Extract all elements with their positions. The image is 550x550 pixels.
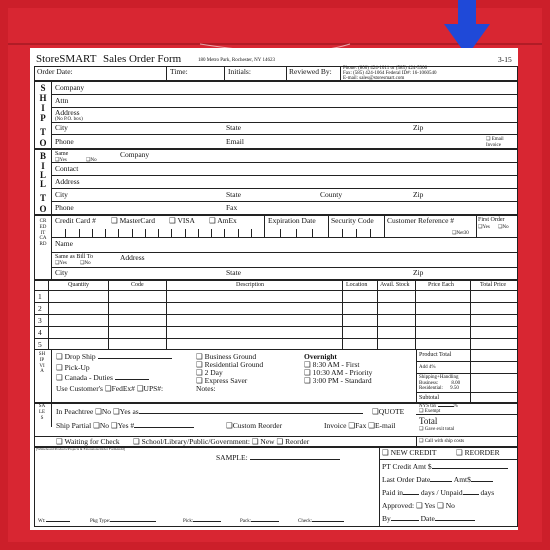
no-po-box-note: (No P.O. box) (55, 117, 83, 122)
customer-reference-field[interactable]: Customer Reference # (387, 216, 455, 225)
bill-side-i: I (41, 161, 45, 171)
sample-label: SAMPLE: (216, 453, 248, 462)
contact-email: E-mail: sales@storesmart.com (343, 76, 405, 81)
expiration-date-field[interactable]: Expiration Date (268, 216, 316, 225)
residential-rate-value: 9.50 (450, 386, 459, 391)
total-label: Total (419, 416, 438, 426)
bill-county-field[interactable]: County (320, 190, 343, 199)
last-order-label: Last Order Date (382, 475, 431, 484)
paid-in-label: Paid in (382, 488, 404, 497)
first-order-yes-checkbox[interactable]: ❑Yes (478, 225, 490, 230)
pick-up-label: Pick-Up (64, 363, 90, 372)
peachtree-yes-checkbox[interactable]: ❑Yes as (112, 407, 139, 416)
check-label: Check: (298, 519, 313, 524)
ship-zip-field[interactable]: Zip (413, 123, 424, 132)
table-row[interactable]: 2 (38, 304, 42, 313)
product-total-label: Product Total (419, 352, 452, 358)
ship-side-i: I (41, 103, 45, 113)
bill-same-label: Same (55, 151, 69, 157)
pkg-type-label: Pkg Type: (90, 519, 111, 524)
order-form-sheet (30, 48, 518, 530)
peachtree-no-label: No (101, 407, 112, 416)
pkg-type-field[interactable] (90, 519, 156, 524)
approved-row (382, 502, 455, 510)
approved-no-checkbox[interactable]: ❑ No (437, 501, 455, 510)
invoice-email-label: E-mail (374, 421, 396, 430)
invoice-fax-label: Fax (355, 421, 367, 430)
first-order-no-label: No (502, 225, 509, 230)
card-city-field[interactable]: City (55, 268, 68, 277)
wt-field[interactable] (38, 519, 70, 524)
col-description: Description (236, 282, 264, 288)
col-avail-stock: Avail. Stock (380, 282, 410, 288)
contact-phone: Phone: (800) 424-1011 or (585) 424-5300 (343, 66, 428, 71)
invoice-label: Invoice (324, 421, 347, 430)
add-tax-label: Add 4% (419, 365, 436, 370)
form-title-text: Sales Order Form (103, 53, 182, 65)
overnight-priority-label: 10:30 AM - Priority (312, 368, 373, 377)
waiting-for-check-checkbox[interactable]: ❑ Waiting for Check (56, 437, 120, 446)
quote-label: QUOTE (378, 407, 405, 416)
mastercard-label: MasterCard (119, 216, 156, 225)
approved-by-field[interactable] (382, 515, 475, 523)
same-as-bill-yes-checkbox[interactable]: ❑Yes (55, 261, 67, 266)
custom-reorder-label: Custom Reorder (232, 421, 283, 430)
ship-partial-yes-label: Yes # (117, 421, 135, 430)
bill-phone-field[interactable]: Phone (55, 203, 74, 212)
canada-duties-label: Canada - Duties (64, 373, 113, 382)
fedex-label: FedEx# (111, 384, 135, 393)
table-row[interactable]: 4 (38, 328, 42, 337)
ship-city-field[interactable]: City (55, 123, 68, 132)
ups-checkbox[interactable]: ❑UPS#: (136, 384, 164, 393)
overnight-heading: Overnight (304, 352, 337, 361)
gave-exit-total-label: Gave exit total (424, 427, 455, 432)
in-peachtree-label: In Peachtree (56, 407, 94, 416)
ship-attn-field[interactable]: Attn (55, 96, 69, 105)
pick-field[interactable] (183, 519, 221, 524)
approved-no-label: No (445, 501, 455, 510)
in-peachtree-row (56, 408, 363, 416)
overnight-standard-label: 3:00 PM - Standard (312, 376, 372, 385)
school-gov-row (133, 438, 309, 446)
sales-side-label: SALES (38, 404, 46, 421)
school-gov-checkbox[interactable]: ❑ School/Library/Public/Government: (133, 437, 250, 446)
card-digit-ticks (52, 225, 264, 237)
new-credit-label: NEW CREDIT (390, 448, 437, 457)
ship-to-section (34, 81, 518, 149)
two-day-label: 2 Day (204, 368, 223, 377)
card-address-field[interactable]: Address (120, 253, 145, 262)
col-total-price: Total Price (480, 282, 507, 288)
invoice-delivery-row (324, 422, 395, 430)
business-rate-label: Business: (419, 381, 439, 386)
first-order-no-checkbox[interactable]: ❑No (498, 225, 509, 230)
residential-rate-label: Residential: (419, 386, 443, 391)
same-as-bill-no-checkbox[interactable]: ❑No (80, 261, 91, 266)
express-saver-checkbox[interactable]: ❑ Express Saver (196, 376, 248, 385)
email-invoice-checkbox[interactable]: ❑ Email Invoice (486, 137, 504, 148)
ship-via-side-label: SHIP VIA (38, 352, 46, 375)
pt-credit-label: PT Credit Amt $ (382, 462, 432, 471)
bill-side-o: O (39, 204, 47, 214)
waiting-for-check-label: Waiting for Check (64, 437, 120, 446)
form-title (36, 54, 181, 65)
pack-field[interactable] (240, 519, 279, 524)
ship-address-field[interactable]: Address (55, 108, 80, 117)
reorder-label: REORDER (464, 448, 500, 457)
ship-partial-no-label: No (99, 421, 109, 430)
bill-same-yes-label: Yes (59, 158, 67, 163)
call-with-ship-costs-label: Call with ship costs (424, 439, 465, 444)
ship-side-p: P (40, 113, 46, 123)
overnight-priority-checkbox[interactable]: ❑ 10:30 AM - Priority (304, 368, 373, 377)
peachtree-no-checkbox[interactable]: ❑No (95, 407, 112, 416)
approved-label: Approved: (382, 501, 415, 510)
overnight-first-checkbox[interactable]: ❑ 8:30 AM - First (304, 360, 360, 369)
two-day-checkbox[interactable]: ❑ 2 Day (196, 368, 223, 377)
pack-label: Pack: (240, 519, 252, 524)
shipping-residential-rate (419, 386, 459, 391)
ship-state-field[interactable]: State (226, 123, 241, 132)
school-gov-label: School/Library/Public/Government: (141, 437, 250, 446)
net30-label: Net30 (456, 231, 469, 236)
amex-label: AmEx (217, 216, 237, 225)
visa-checkbox[interactable]: ❑ VISA (169, 216, 195, 225)
fedex-checkbox[interactable]: ❑FedEx# (104, 384, 135, 393)
ship-side-t: T (39, 127, 46, 137)
residential-ground-checkbox[interactable]: ❑ Residential Ground (196, 360, 264, 369)
check-field[interactable] (298, 519, 344, 524)
same-as-bill-label: Same as Bill To (55, 254, 93, 260)
bill-contact-field[interactable]: Contact (55, 164, 79, 173)
gave-exit-total-checkbox[interactable]: ❑ Gave exit total (419, 427, 455, 432)
bill-state-field[interactable]: State (226, 190, 241, 199)
school-reorder-checkbox[interactable]: ❑ Reorder (276, 437, 310, 446)
school-new-label: New (260, 437, 275, 446)
contact-fax: Fax: (585) 424-1064 Federal ID#: 16-1060540 (343, 71, 437, 76)
amex-checkbox[interactable]: ❑ AmEx (209, 216, 237, 225)
paid-in-field[interactable] (382, 489, 494, 497)
pick-up-checkbox[interactable]: ❑ Pick-Up (56, 363, 90, 372)
ship-partial-label: Ship Partial (56, 421, 92, 430)
ship-partial-no-checkbox[interactable]: ❑No (93, 421, 109, 430)
bill-to-section (34, 149, 518, 215)
bill-same-yes-checkbox[interactable]: ❑Yes (55, 158, 67, 163)
bill-side-t: T (39, 193, 46, 203)
card-name-field[interactable]: Name (55, 239, 73, 248)
exempt-checkbox[interactable]: ❑ Exempt (419, 409, 441, 414)
bill-company-field[interactable]: Company (120, 150, 150, 159)
ups-label: UPS#: (143, 384, 164, 393)
col-code: Code (131, 282, 144, 288)
security-code-field[interactable]: Security Code (331, 216, 374, 225)
card-number-field[interactable]: Credit Card # (55, 216, 96, 225)
same-as-bill-no-label: No (84, 261, 91, 266)
order-header-row (34, 66, 518, 81)
ship-partial-row (56, 422, 194, 430)
reviewed-by-label[interactable]: Reviewed By: (289, 67, 332, 76)
express-saver-label: Express Saver (204, 376, 248, 385)
company-address: 180 Metro Park, Rochester, NY 14623 (198, 58, 275, 63)
approved-yes-label: Yes (424, 501, 436, 510)
sample-field[interactable] (216, 454, 340, 462)
table-row[interactable]: 1 (38, 292, 42, 301)
ship-side-s: S (40, 83, 46, 93)
bill-zip-field[interactable]: Zip (413, 190, 424, 199)
call-with-ship-costs-checkbox[interactable]: ❑ Call with ship costs (419, 439, 465, 444)
col-quantity: Quantity (68, 282, 89, 288)
ship-side-o: O (39, 138, 47, 148)
shipping-handling-label: Shipping+Handling (419, 375, 459, 380)
pt-credit-amount-field[interactable] (382, 463, 508, 471)
mastercard-checkbox[interactable]: ❑ MasterCard (111, 216, 156, 225)
bill-side-l1: L (39, 170, 46, 180)
school-new-checkbox[interactable]: ❑ New (251, 437, 275, 446)
brand-name: StoreSMART (36, 53, 97, 65)
card-state-field[interactable]: State (226, 268, 241, 277)
approved-yes-checkbox[interactable]: ❑ Yes (415, 501, 436, 510)
wt-label: Wt: (38, 519, 46, 524)
days-label: days (480, 488, 495, 497)
col-price-each: Price Each (428, 282, 454, 288)
overnight-standard-checkbox[interactable]: ❑ 3:00 PM - Standard (304, 376, 372, 385)
bill-fax-field[interactable]: Fax (226, 203, 238, 212)
ship-email-field[interactable]: Email (226, 137, 244, 146)
nys-tax-label: NYS tax (419, 404, 437, 409)
peachtree-yes-label: Yes as (119, 407, 139, 416)
business-ground-checkbox[interactable]: ❑ Business Ground (196, 352, 257, 361)
page-number: 3-15 (498, 55, 512, 64)
security-ticks (328, 225, 384, 237)
by-label: By (382, 514, 391, 523)
drop-ship-label: Drop Ship (64, 352, 96, 361)
drop-ship-checkbox[interactable]: ❑ Drop Ship (56, 353, 172, 361)
ship-company-field[interactable]: Company (55, 83, 85, 92)
last-order-amt-label: Amt$ (453, 475, 471, 484)
overnight-first-label: 8:30 AM - First (312, 360, 360, 369)
time-label[interactable]: Time: (170, 67, 188, 76)
table-row[interactable]: 3 (38, 316, 42, 325)
canada-duties-checkbox[interactable]: ❑ Canada - Duties (56, 374, 149, 382)
col-location: Location (346, 282, 368, 288)
school-reorder-label: Reorder (285, 437, 310, 446)
bill-same-no-label: No (90, 158, 97, 163)
initials-label[interactable]: Initials: (228, 67, 251, 76)
first-order-yes-label: Yes (482, 225, 490, 230)
order-date-label[interactable]: Order Date: (37, 67, 73, 76)
bill-same-no-checkbox[interactable]: ❑No (86, 158, 97, 163)
ship-side-h: H (39, 93, 47, 103)
business-ground-label: Business Ground (204, 352, 257, 361)
last-order-field[interactable] (382, 476, 493, 484)
ship-partial-yes-checkbox[interactable]: ❑Yes # (110, 421, 135, 430)
business-rate-value: 8.00 (451, 381, 461, 386)
first-order-label: First Order (478, 217, 505, 223)
bill-city-field[interactable]: City (55, 190, 68, 199)
net30-checkbox[interactable]: ❑Net30 (452, 231, 469, 236)
bill-address-field[interactable]: Address (55, 177, 80, 186)
credit-card-side-label: CREDIT CARD (39, 219, 47, 247)
invoice-fax-checkbox[interactable]: ❑Fax (348, 421, 367, 430)
bill-side-l2: L (39, 179, 46, 189)
new-credit-checkbox[interactable]: ❑ NEW CREDIT (382, 448, 437, 457)
days-unpaid-label: days / Unpaid (420, 488, 463, 497)
visa-label: VISA (177, 216, 195, 225)
same-as-bill-yes-label: Yes (59, 261, 67, 266)
card-zip-field[interactable]: Zip (413, 268, 424, 277)
pick-label: Pick: (183, 519, 194, 524)
ship-phone-field[interactable]: Phone (55, 137, 74, 146)
quote-checkbox[interactable]: ❑QUOTE (372, 407, 405, 416)
bill-side-b: B (39, 151, 46, 161)
fine-print: [Whiteboard Products/Projects & Extensions/Order Form.indd] (36, 447, 125, 451)
subtotal-label: Subtotal (419, 395, 440, 401)
custom-reorder-checkbox[interactable]: ❑Custom Reorder (226, 421, 283, 430)
date-label: Date (420, 514, 435, 523)
invoice-email-checkbox[interactable]: ❑E-mail (368, 421, 396, 430)
expiration-ticks (264, 225, 328, 237)
notes-label[interactable]: Notes: (196, 384, 216, 393)
reorder-checkbox[interactable]: ❑ REORDER (456, 448, 500, 457)
residential-ground-label: Residential Ground (204, 360, 264, 369)
email-invoice-label: Email Invoice (486, 137, 504, 148)
table-row[interactable]: 5 (38, 340, 42, 349)
nys-tax-percent: % (453, 404, 458, 409)
use-customers-text: Use Customer's (56, 384, 103, 393)
use-customers-label (56, 385, 163, 393)
exempt-label: Exempt (424, 409, 441, 414)
